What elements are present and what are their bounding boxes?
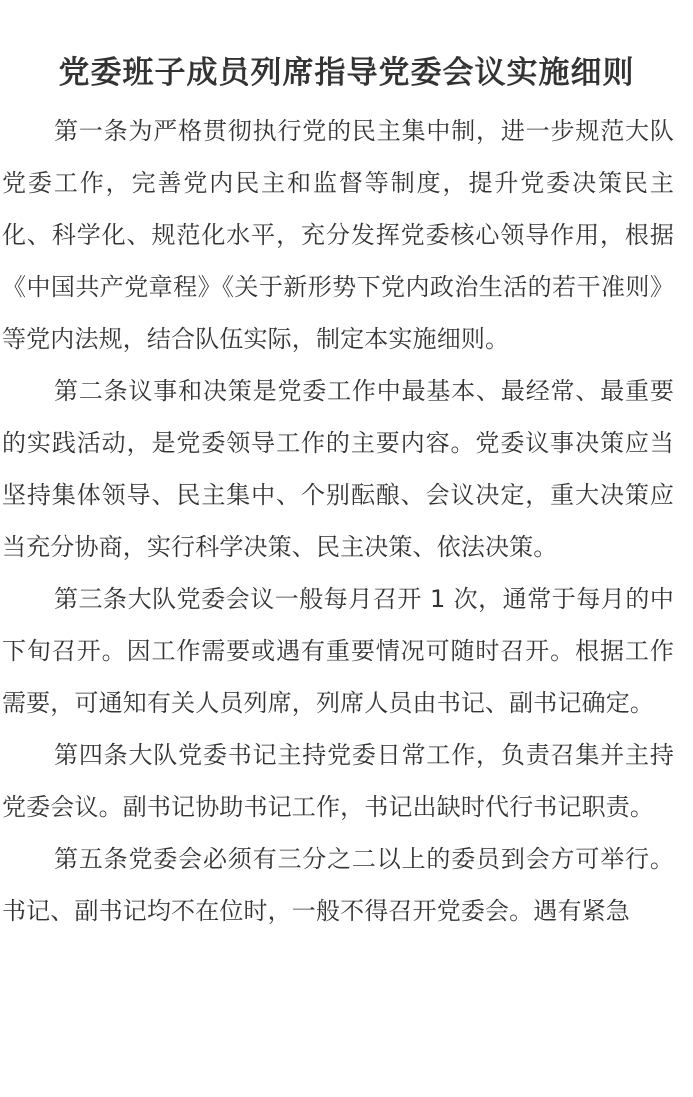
article-1-paragraph: 第一条为严格贯彻执行党的民主集中制，进一步规范大队党委工作，完善党内民主和监督等制度，提升党委决策民主化、科学化、规范化水平，充分发挥党委核心领导作用，根据《中国共产党章程》《关于新形势下党内政治生活的若干准则》等党内法规，结合队伍实际，制定本实施细则。 — [2, 117, 674, 353]
article-3-paragraph: 第三条大队党委会议一般每月召开 1 次，通常于每月的中下旬召开。因工作需要或遇有重要情况可随时召开。根据工作需要，可通知有关人员列席，列席人员由书记、副书记确定。 — [2, 585, 674, 717]
article-4-paragraph: 第四条大队党委书记主持党委日常工作，负责召集并主持党委会议。副书记协助书记工作，书记出缺时代行书记职责。 — [2, 741, 674, 821]
article-5-paragraph: 第五条党委会必须有三分之二以上的委员到会方可举行。书记、副书记均不在位时，一般不得召开党委会。遇有紧急 — [2, 845, 674, 925]
document-title: 党委班子成员列席指导党委会议实施细则 — [58, 54, 635, 91]
document-body — [2, 105, 674, 937]
article-2-paragraph: 第二条议事和决策是党委工作中最基本、最经常、最重要的实践活动，是党委领导工作的主要内容。党委议事决策应当坚持集体领导、民主集中、个别酝酿、会议决定，重大决策应当充分协商，实行科学决策、民主决策、依法决策。 — [2, 377, 674, 561]
